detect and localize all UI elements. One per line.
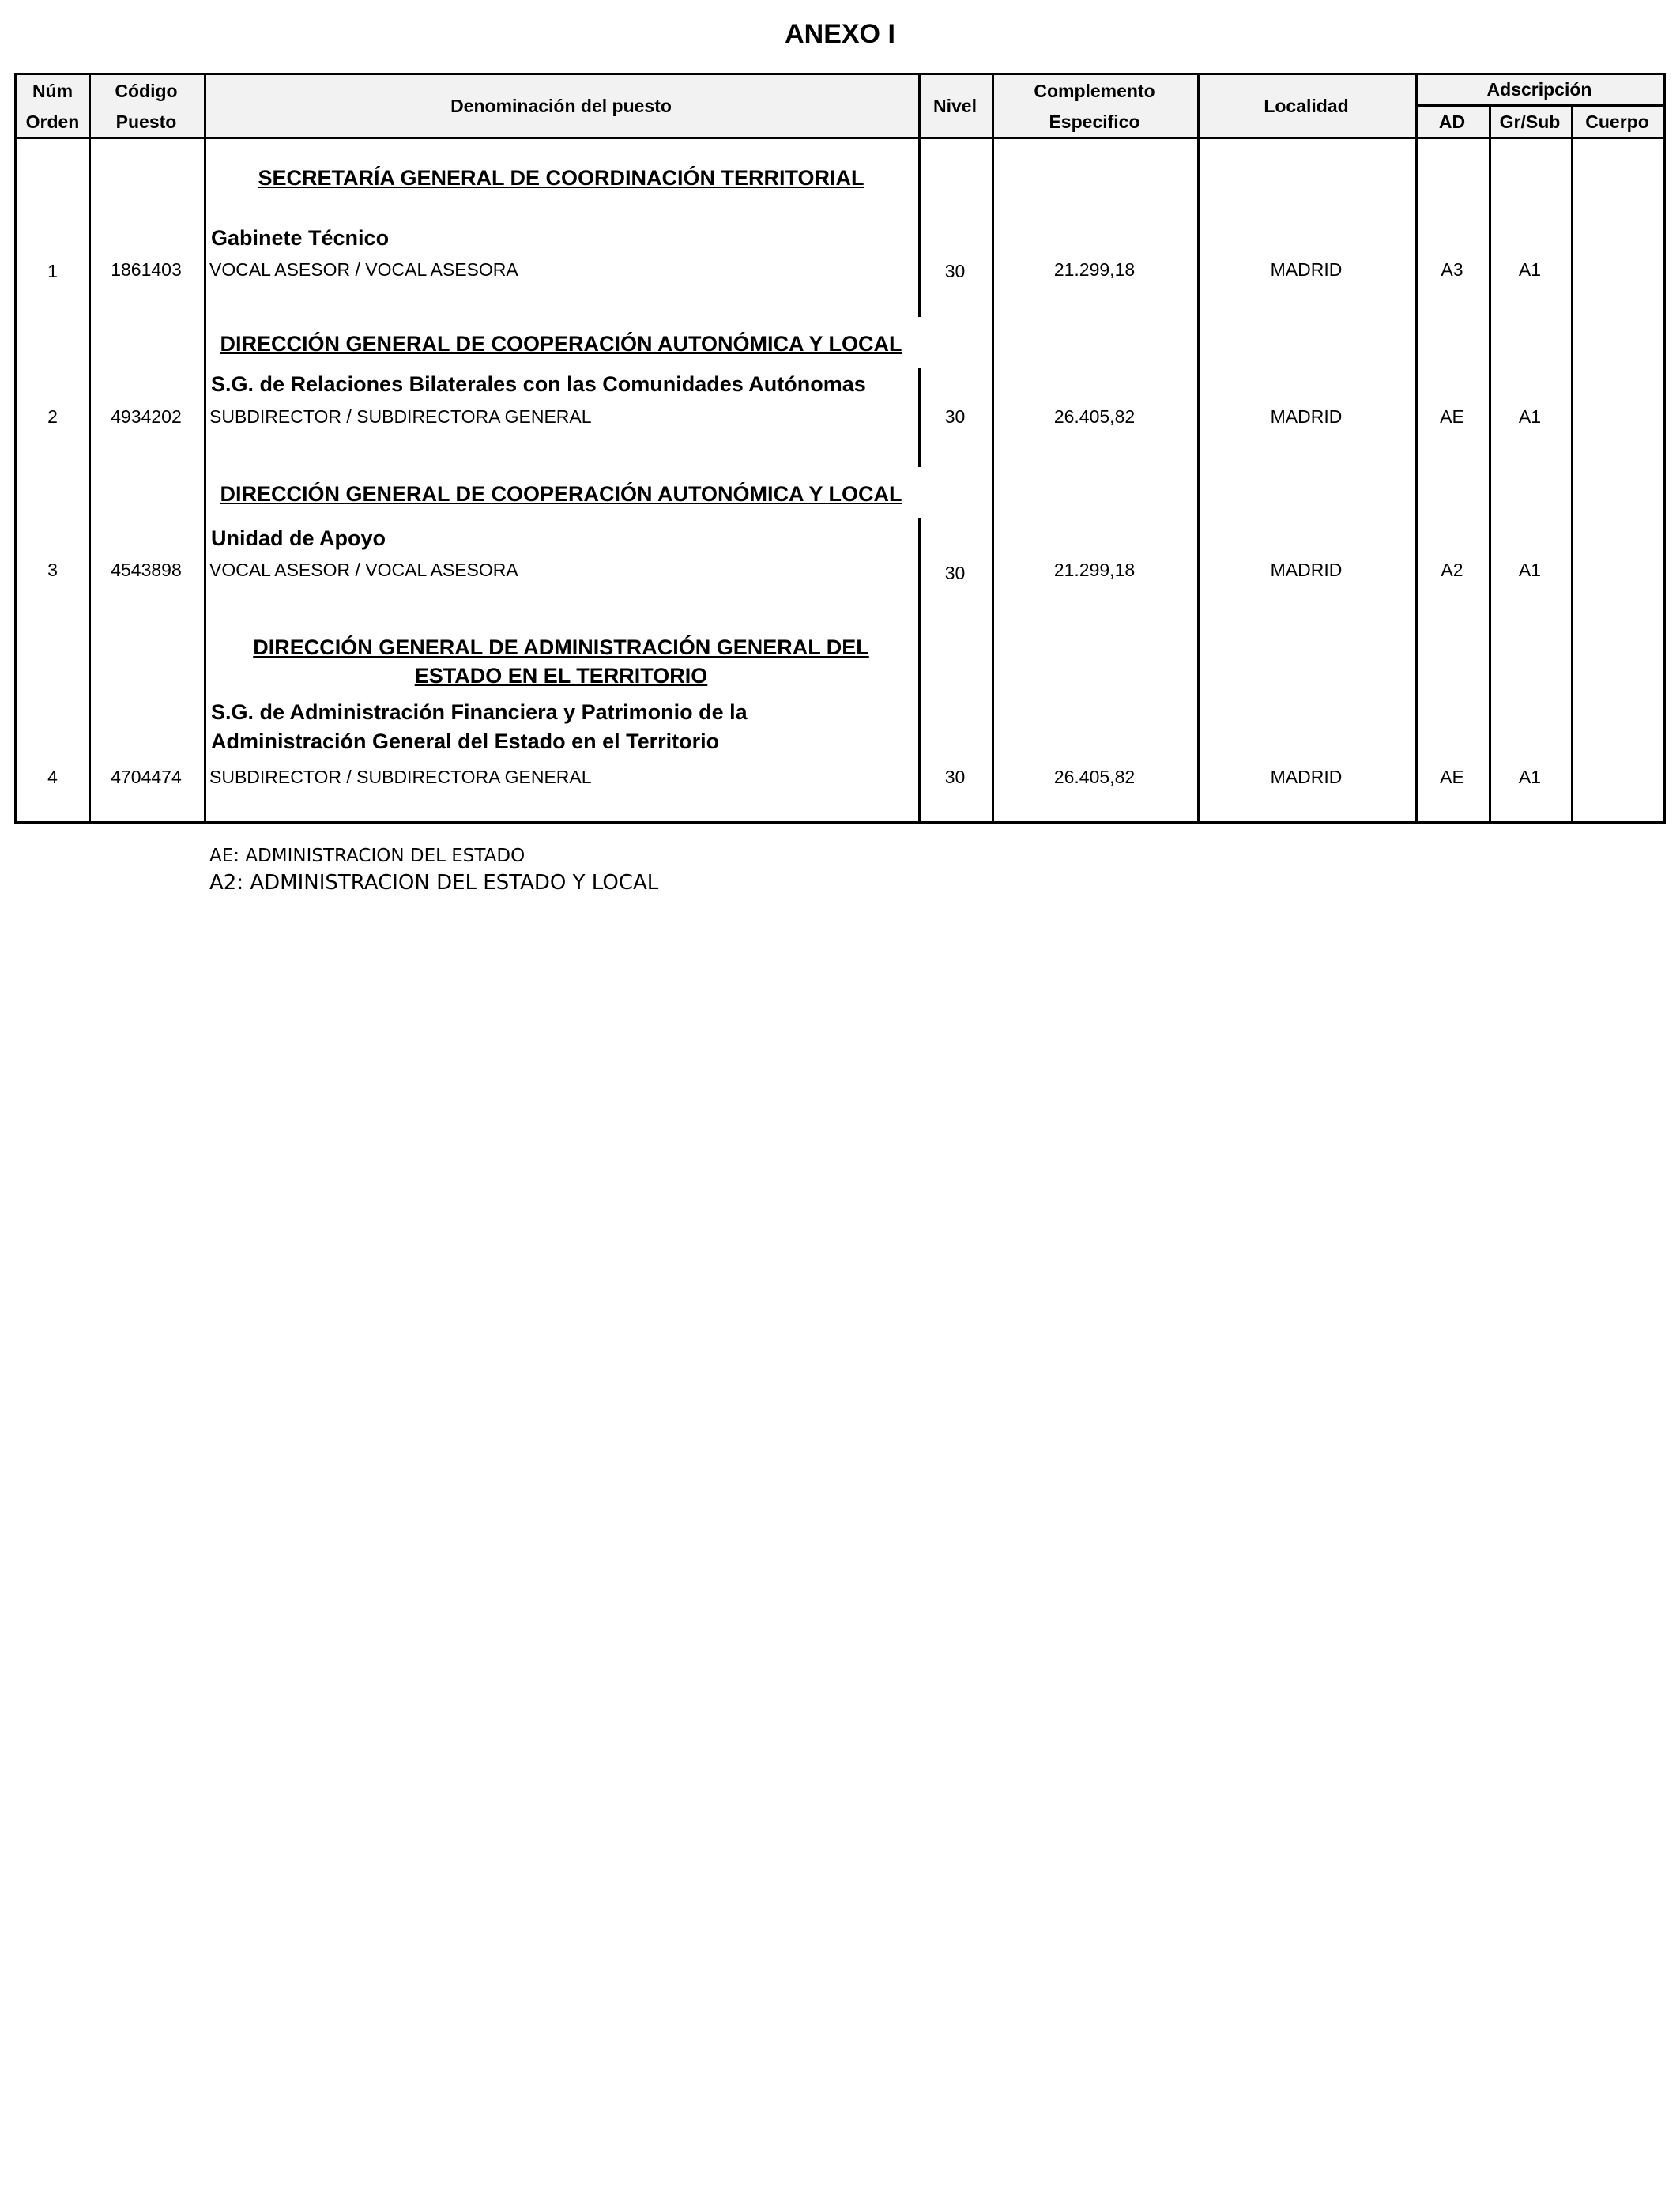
header-num: Núm	[32, 81, 73, 101]
header-ad: AD	[1438, 111, 1466, 132]
col-divider	[992, 75, 994, 821]
header-cuerpo: Cuerpo	[1585, 111, 1649, 132]
row-codigo: 1861403	[111, 259, 182, 280]
header-complemento: Complemento	[1034, 81, 1155, 101]
row-nivel: 30	[944, 261, 966, 281]
col-divider	[1489, 104, 1491, 821]
col-divider	[1571, 104, 1573, 821]
col-divider	[1197, 75, 1200, 821]
row-nivel: 30	[944, 406, 966, 427]
row-localidad: MADRID	[1270, 560, 1343, 580]
unit-title-line-1: S.G. de Administración Financiera y Patrimonio de la	[211, 700, 748, 724]
legend-note-a2: A2: ADMINISTRACION DEL ESTADO Y LOCAL	[209, 871, 659, 895]
adscripcion-rule	[1415, 104, 1663, 107]
unit-title-line-2: Administración General del Estado en el Territorio	[211, 729, 720, 753]
legend-note-ae: AE: ADMINISTRACION DEL ESTADO	[209, 846, 525, 866]
row-gr-sub: A1	[1518, 560, 1542, 580]
row-puesto: SUBDIRECTOR / SUBDIRECTORA GENERAL	[209, 767, 592, 787]
header-codigo: Código	[115, 81, 178, 101]
section-title: DIRECCIÓN GENERAL DE COOPERACIÓN AUTONÓMICA Y LOCAL	[220, 482, 902, 506]
unit-title: Unidad de Apoyo	[211, 526, 386, 550]
header-adscripcion: Adscripción	[1486, 79, 1592, 100]
row-gr-sub: A1	[1518, 259, 1542, 280]
row-codigo: 4704474	[111, 767, 182, 787]
row-num: 3	[47, 560, 58, 580]
section-title-line-1: DIRECCIÓN GENERAL DE ADMINISTRACIÓN GENERAL DEL	[253, 635, 869, 659]
header-gr-sub: Gr/Sub	[1499, 111, 1561, 132]
section-title: SECRETARÍA GENERAL DE COORDINACIÓN TERRITORIAL	[258, 166, 864, 190]
row-gr-sub: A1	[1518, 406, 1542, 427]
row-puesto: SUBDIRECTOR / SUBDIRECTORA GENERAL	[209, 406, 592, 427]
row-num: 2	[47, 406, 58, 427]
row-localidad: MADRID	[1270, 406, 1343, 427]
header-especifico: Especifico	[1049, 111, 1140, 132]
header-denominacion: Denominación del puesto	[450, 96, 672, 116]
col-divider	[89, 75, 91, 821]
header-puesto: Puesto	[115, 111, 177, 132]
row-complemento: 21.299,18	[1053, 560, 1136, 580]
header-orden: Orden	[25, 111, 80, 132]
row-localidad: MADRID	[1270, 767, 1343, 787]
row-ad: A2	[1441, 560, 1463, 580]
row-num: 1	[47, 261, 58, 281]
row-nivel: 30	[944, 767, 966, 787]
row-codigo: 4543898	[111, 560, 182, 580]
unit-title: Gabinete Técnico	[211, 226, 390, 250]
row-num: 4	[47, 767, 58, 787]
section-title-line-2: ESTADO EN EL TERRITORIO	[414, 664, 708, 688]
row-ad: A3	[1441, 259, 1463, 280]
unit-title: S.G. de Relaciones Bilaterales con las Comunidades Autónomas	[211, 372, 866, 396]
col-divider	[1415, 75, 1418, 821]
page-title: ANEXO I	[785, 19, 895, 49]
row-complemento: 26.405,82	[1053, 406, 1136, 427]
row-complemento: 26.405,82	[1053, 767, 1136, 787]
row-nivel: 30	[944, 563, 966, 583]
row-puesto: VOCAL ASESOR / VOCAL ASESORA	[209, 259, 518, 280]
row-ad: AE	[1440, 406, 1464, 427]
positions-table	[14, 73, 1666, 824]
row-localidad: MADRID	[1270, 259, 1343, 280]
section-title: DIRECCIÓN GENERAL DE COOPERACIÓN AUTONÓMICA Y LOCAL	[220, 332, 902, 356]
header-nivel: Nivel	[933, 96, 977, 116]
row-complemento: 21.299,18	[1053, 259, 1136, 280]
header-localidad: Localidad	[1264, 96, 1349, 116]
row-gr-sub: A1	[1518, 767, 1542, 787]
row-puesto: VOCAL ASESOR / VOCAL ASESORA	[209, 560, 518, 580]
row-codigo: 4934202	[111, 406, 182, 427]
row-ad: AE	[1440, 767, 1464, 787]
